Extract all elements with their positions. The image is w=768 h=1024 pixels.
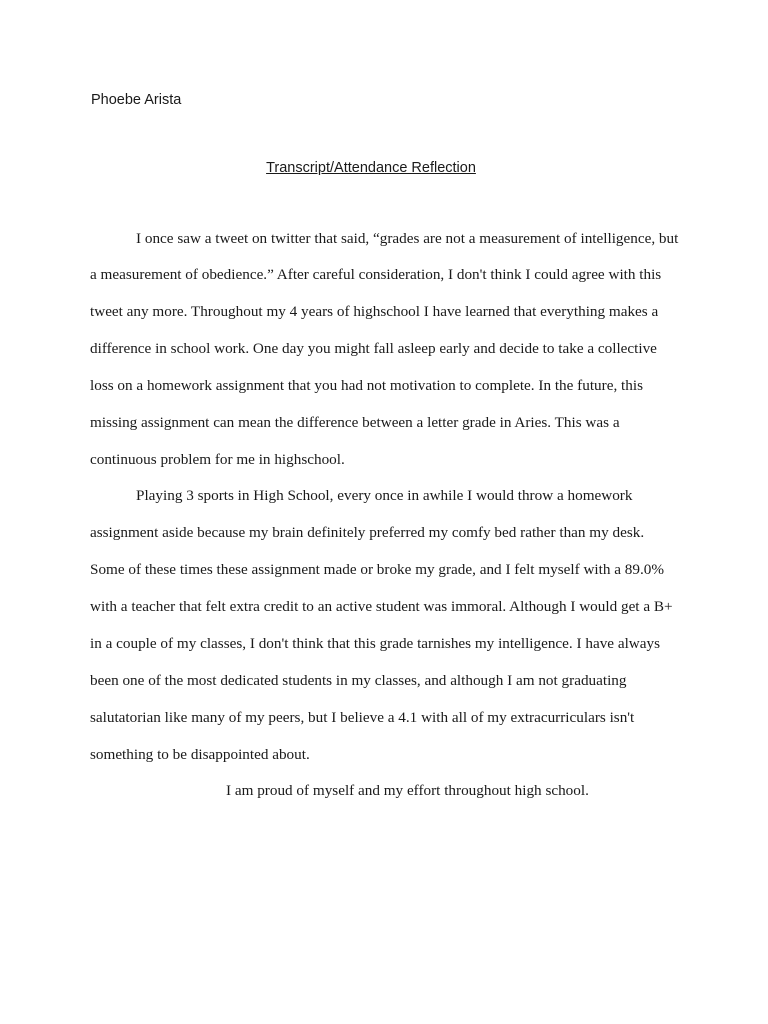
author-name: Phoebe Arista (91, 92, 182, 108)
paragraph-1-line-5: loss on a homework assignment that you had not motivation to complete. In the future, this (90, 377, 643, 394)
paragraph-2-line-7: salutatorian like many of my peers, but I believe a 4.1 with all of my extracurriculars isn't (90, 709, 635, 726)
paragraph-1-line-2: a measurement of obedience.” After careful consideration, I don't think I could agree with this (90, 266, 662, 283)
closing-line: I am proud of myself and my effort throughout high school. (226, 782, 589, 799)
paragraph-2-line-2: assignment aside because my brain definitely preferred my comfy bed rather than my desk. (90, 524, 645, 541)
paragraph-2-line-5: in a couple of my classes, I don't think that this grade tarnishes my intelligence. I have always (90, 635, 661, 652)
paragraph-1-line-1: I once saw a tweet on twitter that said, “grades are not a measurement of intelligence, but (136, 230, 679, 247)
paragraph-2-line-3: Some of these times these assignment made or broke my grade, and I felt myself with a 89.0% (90, 561, 665, 578)
document-title: Transcript/Attendance Reflection (266, 160, 476, 176)
paragraph-2-line-6: been one of the most dedicated students in my classes, and although I am not graduating (90, 672, 627, 689)
paragraph-1-line-7: continuous problem for me in highschool. (90, 451, 345, 468)
paragraph-1-line-4: difference in school work. One day you might fall asleep early and decide to take a collective (90, 340, 657, 357)
paragraph-2-line-4: with a teacher that felt extra credit to an active student was immoral. Although I would get a B+ (90, 598, 673, 615)
paragraph-2-line-8: something to be disappointed about. (90, 746, 310, 763)
paragraph-1-line-6: missing assignment can mean the difference between a letter grade in Aries. This was a (90, 414, 620, 431)
paragraph-2-line-1: Playing 3 sports in High School, every once in awhile I would throw a homework (136, 487, 633, 504)
paragraph-1-line-3: tweet any more. Throughout my 4 years of highschool I have learned that everything makes a (90, 303, 659, 320)
